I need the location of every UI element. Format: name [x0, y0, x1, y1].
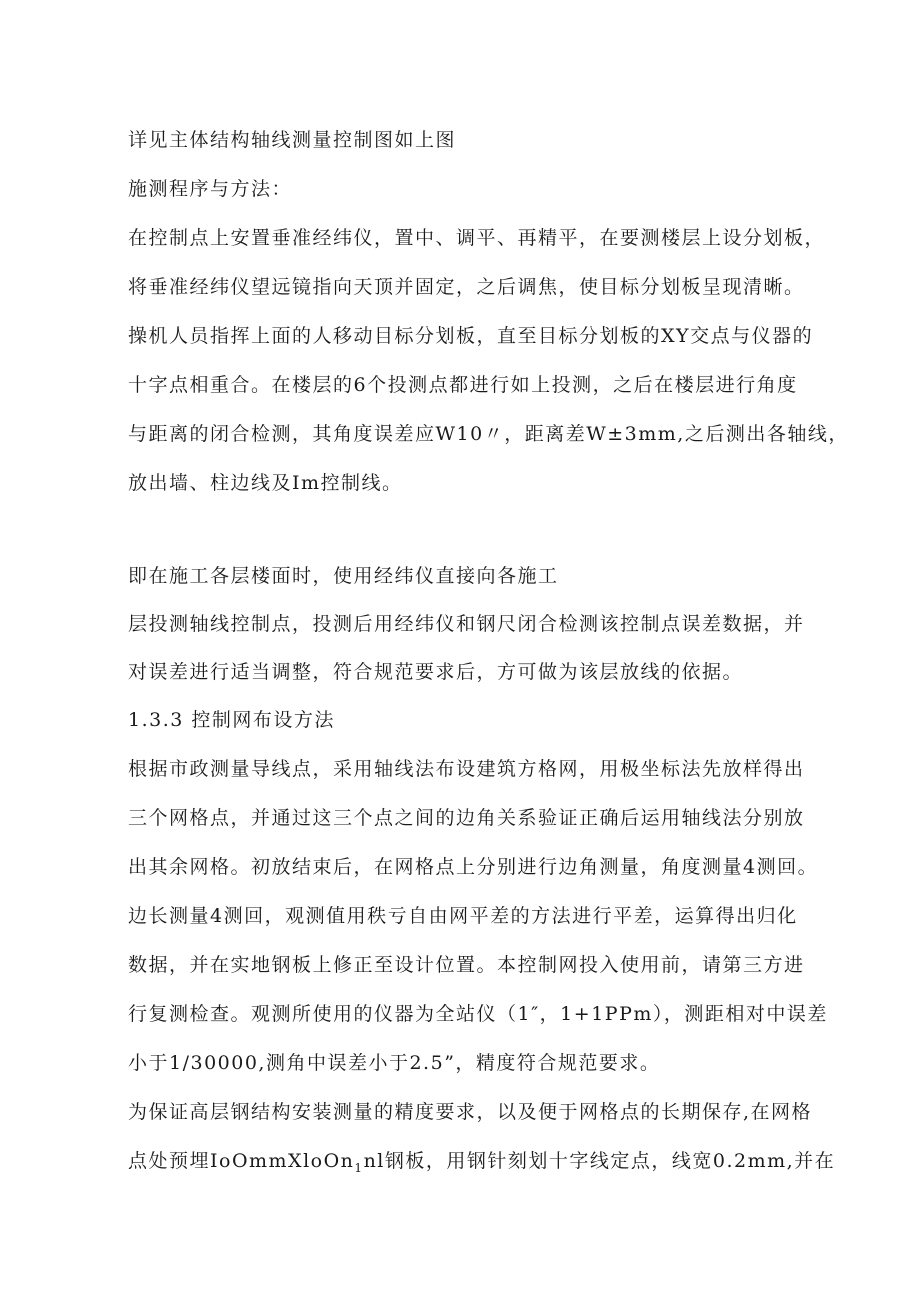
text-line-19: 小于1/30000,测角中误差小于2.5”，精度符合规范要求。 [128, 1052, 661, 1074]
text-line-17: 数据，并在实地钢板上修正至设计位置。本控制网投入使用前，请第三方进 [128, 954, 805, 976]
text-line-20: 为保证高层钢结构安装测量的精度要求，以及便于网格点的长期保存,在网格 [128, 1101, 813, 1123]
text-line-2: 施测程序与方法： [128, 178, 293, 200]
text-line-13: 根据市政测量导线点，采用轴线法布设建筑方格网，用极坐标法先放样得出 [128, 758, 805, 780]
text-line-18: 行复测检查。观测所使用的仪器为全站仪（1″，1+1PPm），测距相对中误差 [128, 1003, 828, 1025]
text-line-6: 十字点相重合。在楼层的6个投测点都进行如上投测，之后在楼层进行角度 [128, 374, 798, 396]
text-line-5: 操机人员指挥上面的人移动目标分划板，直至目标分划板的XY交点与仪器的 [128, 325, 814, 347]
text-line-9: 即在施工各层楼面时，使用经纬仪直接向各施工 [128, 565, 559, 587]
text-line-8: 放出墙、柱边线及Im控制线。 [128, 472, 403, 494]
text-line-21 [128, 1149, 835, 1173]
text-line-16: 边长测量4测回，观测值用秩亏自由网平差的方法进行平差，运算得出归化 [128, 905, 798, 927]
text-line-1: 详见主体结构轴线测量控制图如上图 [128, 129, 457, 151]
text-line-4: 将垂准经纬仪望远镜指向天顶并固定，之后调焦，使目标分划板呈现清晰。 [128, 276, 805, 298]
text-line-7: 与距离的闭合检测，其角度误差应W10〃，距离差W±3mm,之后测出各轴线， [128, 423, 849, 445]
section-heading: 1.3.3 控制网布设方法 [128, 709, 335, 731]
text-line-15: 出其余网格。初放结束后，在网格点上分别进行边角测量，角度测量4测回。 [128, 856, 819, 878]
text-line-10: 层投测轴线控制点，投测后用经纬仪和钢尺闭合检测该控制点误差数据，并 [128, 613, 805, 635]
text-line-14: 三个网格点，并通过这三个点之间的边角关系验证正确后运用轴线法分别放 [128, 807, 805, 829]
text-line-3: 在控制点上安置垂准经纬仪，置中、调平、再精平，在要测楼层上设分划板， [128, 227, 826, 249]
text-line-21-subscript: 1 [354, 1160, 364, 1175]
text-line-21-start: 点处预埋IoOmmXloOn [128, 1150, 355, 1172]
text-line-21-end: nl钢板，用钢针刻划十字线定点，线宽0.2mm,并在 [363, 1150, 836, 1172]
text-line-11: 对误差进行适当调整，符合规范要求后，方可做为该层放线的依据。 [128, 661, 744, 683]
